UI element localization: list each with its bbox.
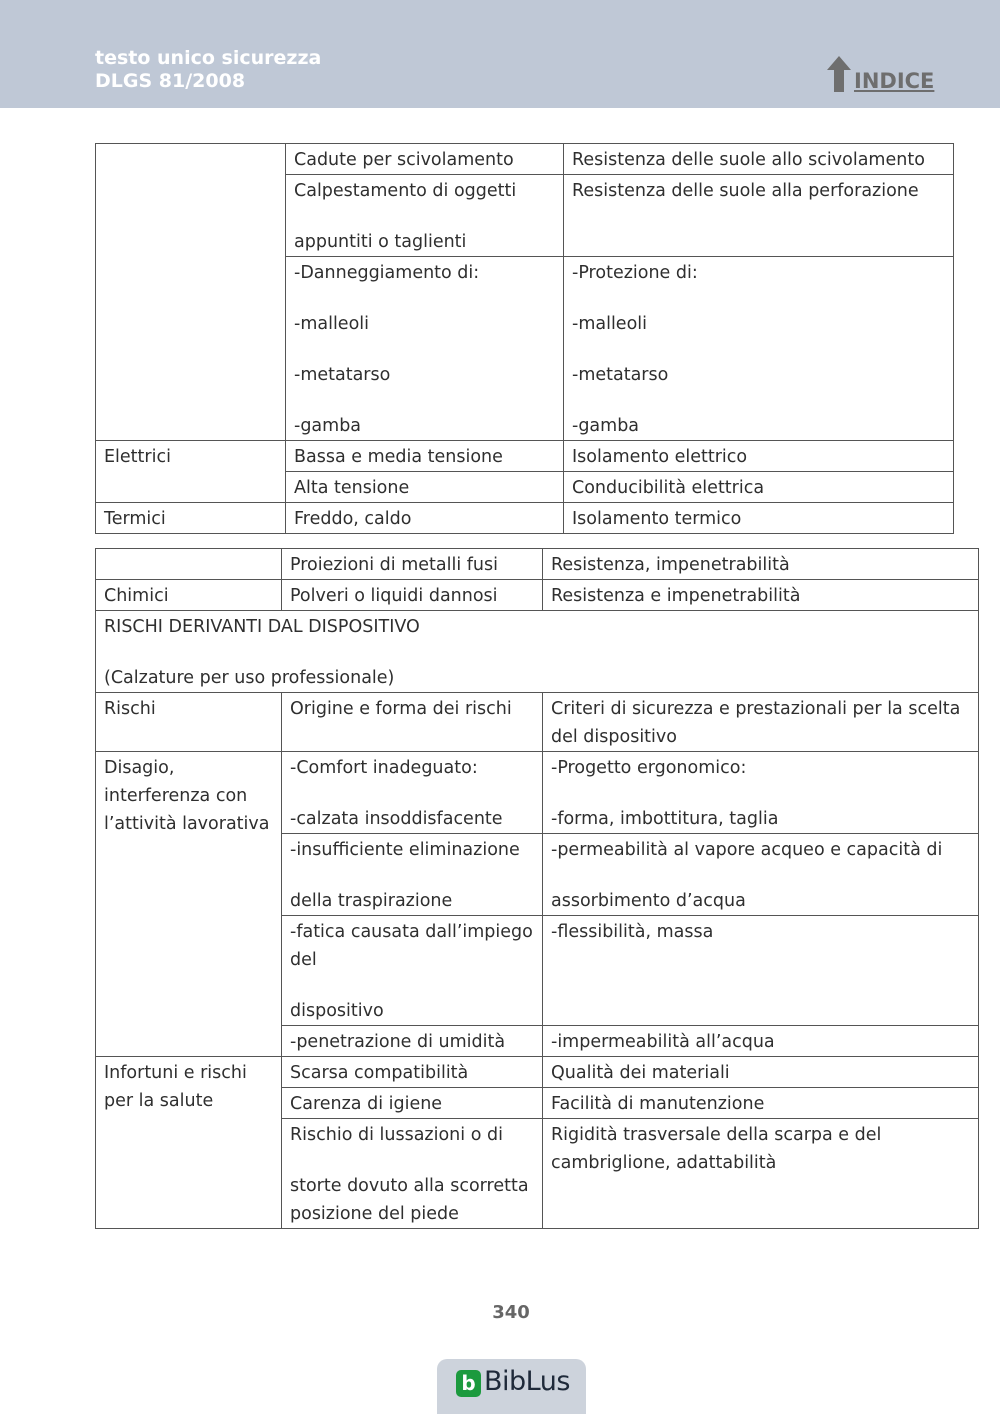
table-cell: Facilità di manutenzione <box>543 1088 979 1119</box>
table-cell: Bassa e media tensione <box>286 441 564 472</box>
section-subheading: (Calzature per uso professionale) <box>104 668 395 688</box>
table-cell <box>282 916 543 1026</box>
cell-line: -Protezione di: <box>572 263 698 283</box>
page-number: 340 <box>492 1302 530 1323</box>
table-cell <box>282 752 543 834</box>
table-cell: Infortuni e rischi per la salute <box>96 1057 282 1229</box>
biblus-logo[interactable] <box>437 1359 586 1414</box>
table-cell <box>564 257 954 441</box>
table-row <box>96 611 979 693</box>
table-cell: Scarsa compatibilità <box>282 1057 543 1088</box>
table-cell: Isolamento termico <box>564 503 954 534</box>
table-cell <box>282 834 543 916</box>
table-row <box>96 1057 979 1088</box>
cell-line: della traspirazione <box>290 891 453 911</box>
table-row <box>96 144 954 175</box>
table-cell: Cadute per scivolamento <box>286 144 564 175</box>
cell-line: -fatica causata dall’impiego del <box>290 922 533 970</box>
table-cell: Resistenza delle suole allo scivolamento <box>564 144 954 175</box>
table-cell: Polveri o liquidi dannosi <box>282 580 543 611</box>
biblus-b-icon: b <box>456 1370 481 1397</box>
table-row <box>96 549 979 580</box>
cell-line: appuntiti o taglienti <box>294 232 467 252</box>
index-link[interactable] <box>826 56 934 92</box>
cell-line: -gamba <box>572 416 640 436</box>
column-header: Criteri di sicurezza e prestazionali per la scelta del dispositivo <box>543 693 979 752</box>
table-cell: Resistenza, impenetrabilità <box>543 549 979 580</box>
cell-line: -forma, imbottitura, taglia <box>551 809 779 829</box>
table-cell <box>543 834 979 916</box>
cell-line: -Danneggiamento di: <box>294 263 480 283</box>
table-cell: Chimici <box>96 580 282 611</box>
risk-table-2 <box>95 548 979 1229</box>
cell-line: -gamba <box>294 416 362 436</box>
table-cell: Termici <box>96 503 286 534</box>
cell-line: -insufficiente eliminazione <box>290 840 520 860</box>
table-cell: -impermeabilità all’acqua <box>543 1026 979 1057</box>
cell-line: -metatarso <box>294 365 391 385</box>
cell-line: Rischio di lussazioni o di <box>290 1125 503 1145</box>
cell-line: dispositivo <box>290 1001 384 1021</box>
cell-line: -malleoli <box>294 314 370 334</box>
cell-line: -Progetto ergonomico: <box>551 758 747 778</box>
table-row <box>96 752 979 834</box>
table-cell: Isolamento elettrico <box>564 441 954 472</box>
table-cell: Conducibilità elettrica <box>564 472 954 503</box>
table-row <box>96 503 954 534</box>
table-cell <box>543 752 979 834</box>
table-row <box>96 441 954 472</box>
table-cell: Freddo, caldo <box>286 503 564 534</box>
cell-line: storte dovuto alla scorretta posizione del piede <box>290 1176 529 1224</box>
cell-line: -calzata insoddisfacente <box>290 809 503 829</box>
table-cell: -penetrazione di umidità <box>282 1026 543 1057</box>
table-cell: Disagio, interferenza con l’attività lavorativa <box>96 752 282 1057</box>
section-heading: RISCHI DERIVANTI DAL DISPOSITIVO <box>104 617 420 637</box>
table-cell: Carenza di igiene <box>282 1088 543 1119</box>
table-row <box>96 580 979 611</box>
table-cell: Elettrici <box>96 441 286 503</box>
table-cell: Resistenza delle suole alla perforazione <box>564 175 954 257</box>
table-cell <box>96 144 286 441</box>
table-cell: Resistenza e impenetrabilità <box>543 580 979 611</box>
column-header: Origine e forma dei rischi <box>282 693 543 752</box>
table-cell: Qualità dei materiali <box>543 1057 979 1088</box>
table-cell <box>286 175 564 257</box>
header-title: testo unico sicurezza <box>95 47 322 69</box>
index-label: INDICE <box>854 69 935 93</box>
risk-table-1 <box>95 143 954 534</box>
table-cell: -flessibilità, massa <box>543 916 979 1026</box>
cell-line: -permeabilità al vapore acqueo e capacità di <box>551 840 943 860</box>
cell-line: -Comfort inadeguato: <box>290 758 478 778</box>
column-header: Rischi <box>96 693 282 752</box>
table-header-row <box>96 693 979 752</box>
cell-line: assorbimento d’acqua <box>551 891 746 911</box>
table-cell: Alta tensione <box>286 472 564 503</box>
cell-line: -metatarso <box>572 365 669 385</box>
cell-line: Calpestamento di oggetti <box>294 181 517 201</box>
cell-line: -malleoli <box>572 314 648 334</box>
page-header <box>0 0 1000 108</box>
header-subtitle: DLGS 81/2008 <box>95 70 246 92</box>
table-cell <box>286 257 564 441</box>
table-cell <box>282 1119 543 1229</box>
table-cell <box>96 549 282 580</box>
section-heading-cell <box>96 611 979 693</box>
table-cell: Proiezioni di metalli fusi <box>282 549 543 580</box>
table-cell: Rigidità trasversale della scarpa e del cambriglione, adattabilità <box>543 1119 979 1229</box>
biblus-logo-text: BibLus <box>484 1366 570 1397</box>
arrow-up-icon <box>826 56 852 92</box>
